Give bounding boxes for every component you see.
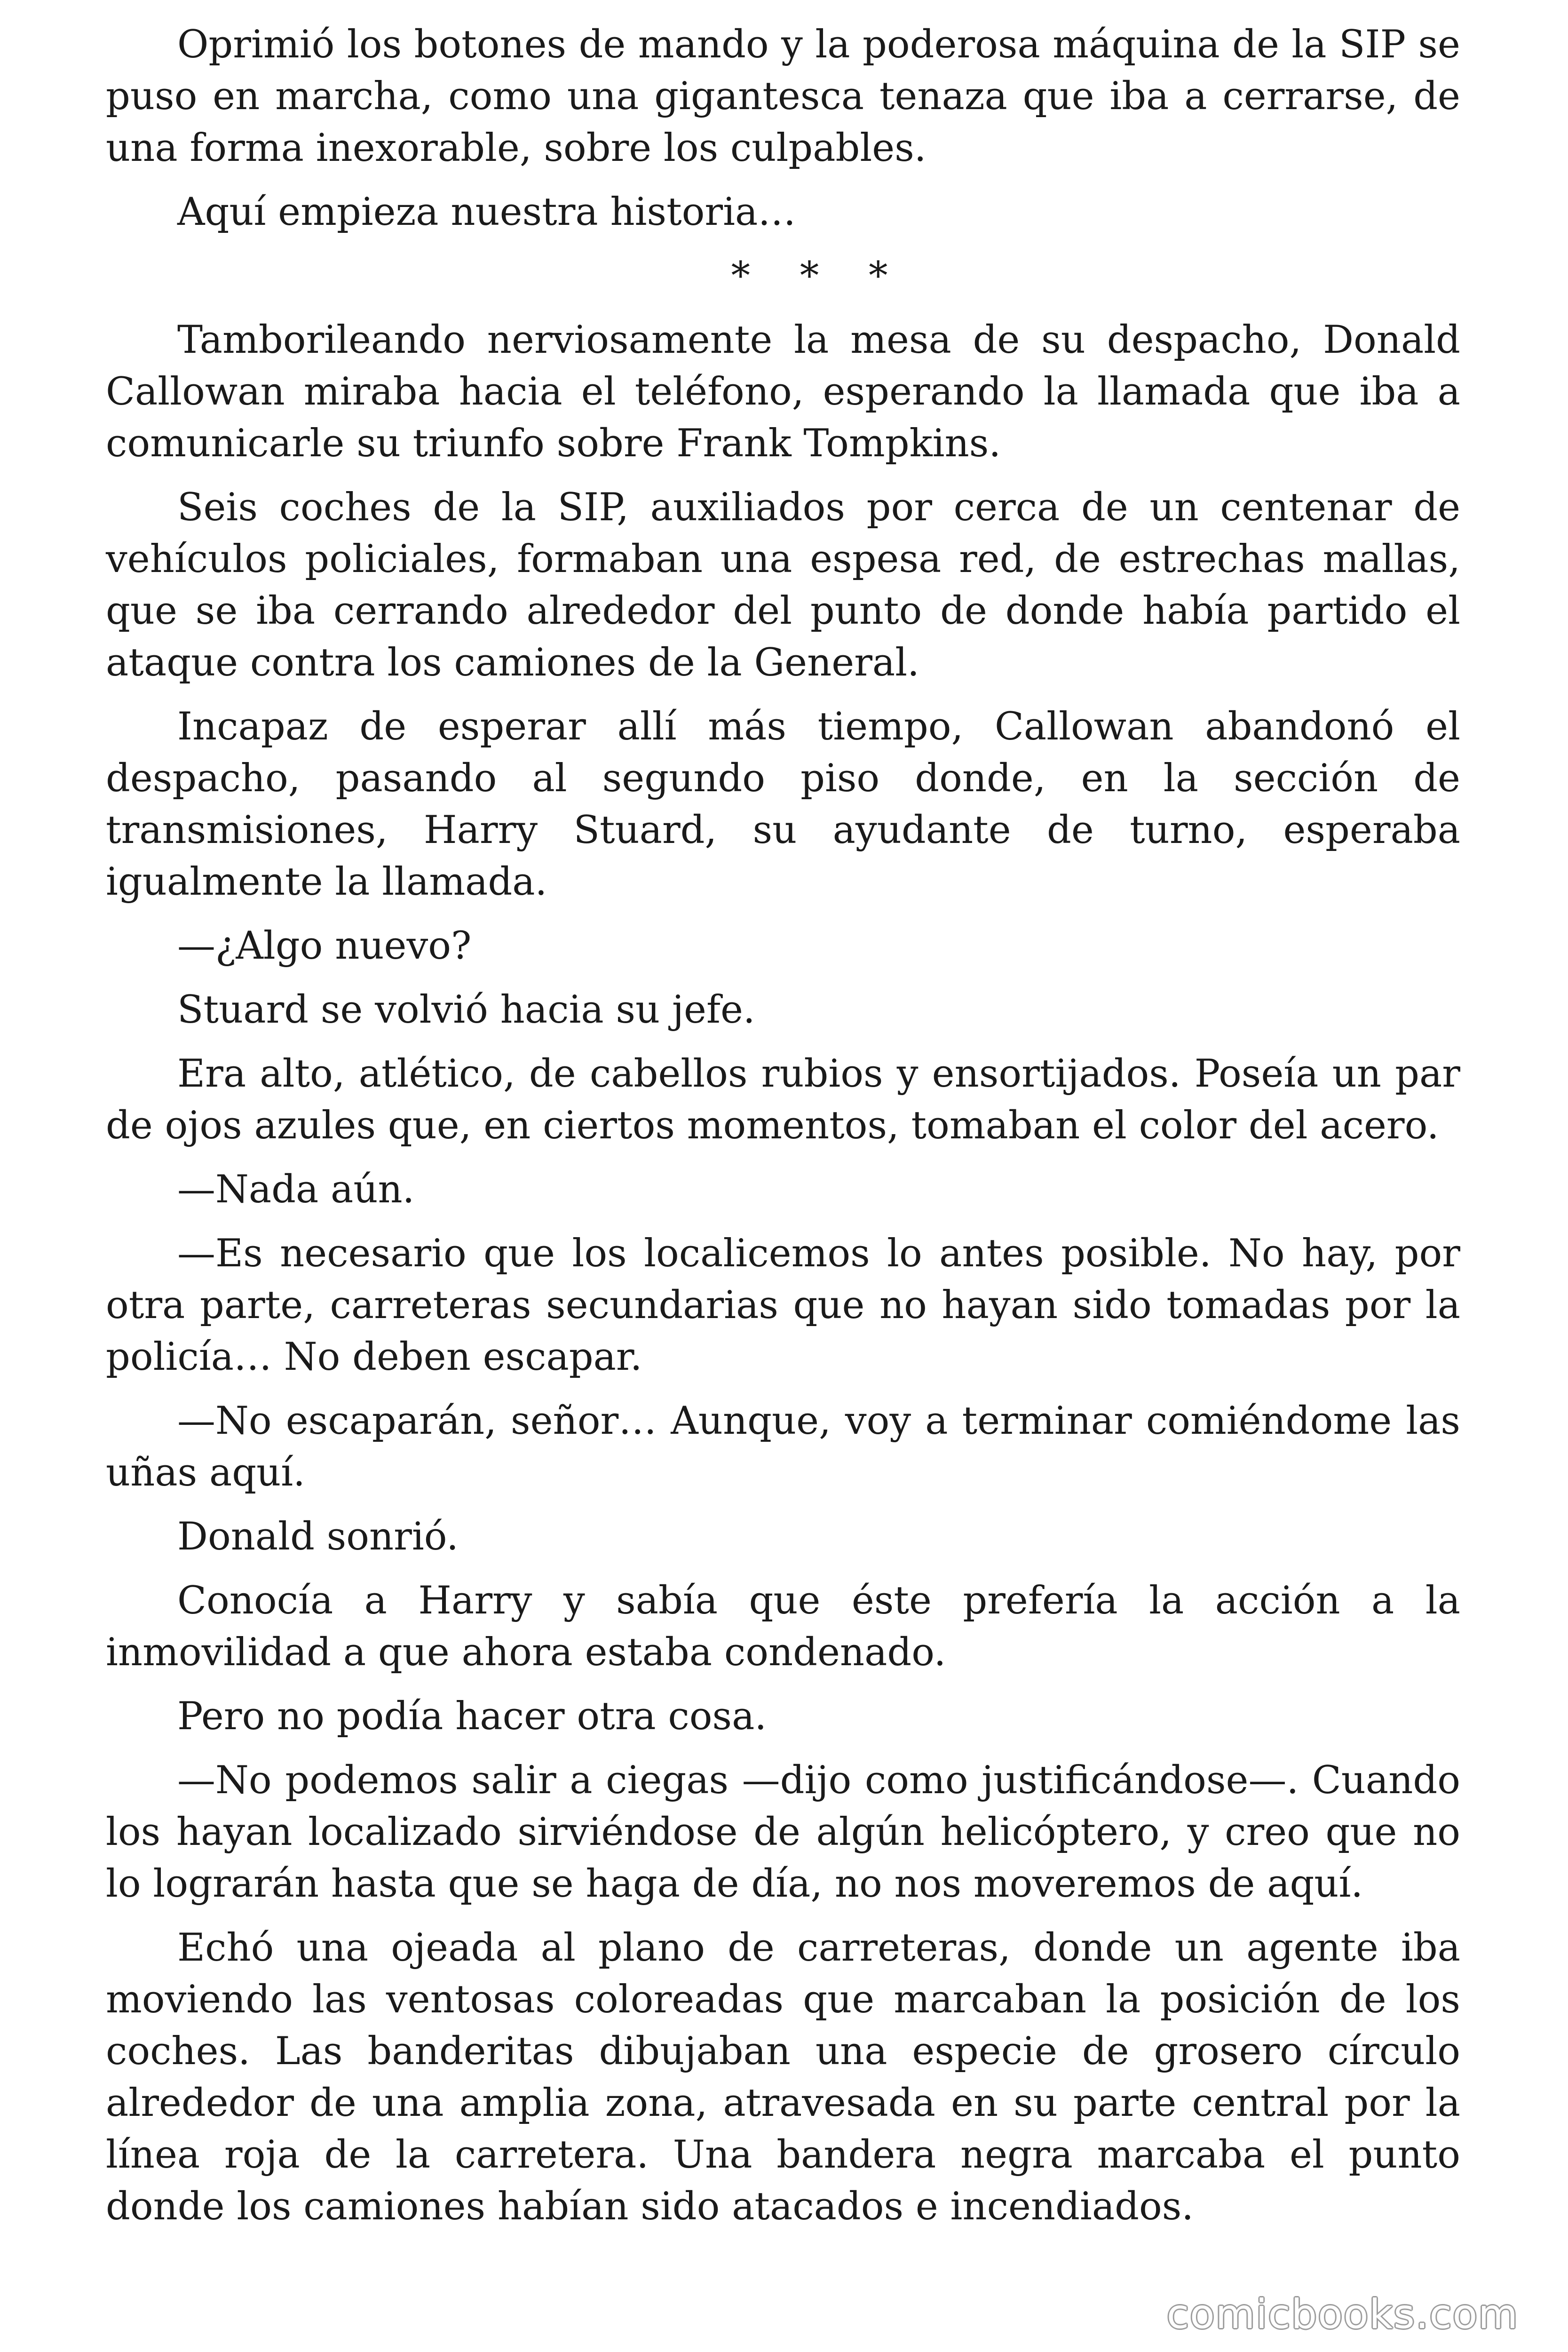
paragraph: Pero no podía hacer otra cosa. [177, 1694, 767, 1739]
paragraph: Stuard se volvió hacia su jefe. [177, 988, 755, 1032]
paragraph: Echó una ojeada al plano de carreteras, donde un agente iba moviendo las ventosas coloreadas que marcaban la posición de los coches. Las banderitas dibujaban una especie de grosero círculo alrededor de una amplia zona, atravesada en su parte central por la línea roja de la carretera. Una bandera negra marcaba el punto donde los camiones habían sido atacados e incendiados. [106, 1926, 1460, 2229]
dialogue-line: —No podemos salir a ciegas —dijo como justificándose—. Cuando los hayan localizado sirviéndose de algún helicóptero, y creo que no lo lograrán hasta que se haga de día, no nos moveremos de aquí. [106, 1758, 1460, 1906]
dialogue-line: —No escaparán, señor… Aunque, voy a terminar comiéndome las uñas aquí. [106, 1399, 1460, 1495]
paragraph: Oprimió los botones de mando y la poderosa máquina de la SIP se puso en marcha, como una gigantesca tenaza que iba a cerrarse, de una forma inexorable, sobre los culpables. [106, 23, 1460, 170]
paragraph: Era alto, atlético, de cabellos rubios y ensortijados. Poseía un par de ojos azules que, en ciertos momentos, tomaban el color del acero. [106, 1052, 1460, 1148]
paragraph: Seis coches de la SIP, auxiliados por cerca de un centenar de vehículos policiales, formaban una espesa red, de estrechas mallas, que se iba cerrando alrededor del punto de donde había partido el ataque contra los camiones de la General. [106, 485, 1460, 685]
paragraph: Donald sonrió. [177, 1515, 459, 1559]
scene-separator: * * * [731, 254, 907, 298]
dialogue-line: —¿Algo nuevo? [177, 924, 472, 968]
watermark: comicbooks.com [1166, 2291, 1519, 2338]
paragraph: Aquí empieza nuestra historia… [177, 190, 796, 234]
book-page [106, 19, 1460, 2245]
dialogue-line: —Es necesario que los localicemos lo antes posible. No hay, por otra parte, carreteras secundarias que no hayan sido tomadas por la policía… No deben escapar. [106, 1232, 1460, 1379]
paragraph: Conocía a Harry y sabía que éste prefería la acción a la inmovilidad a que ahora estaba condenado. [106, 1579, 1460, 1675]
paragraph: Incapaz de esperar allí más tiempo, Callowan abandonó el despacho, pasando al segundo piso donde, en la sección de transmisiones, Harry Stuard, su ayudante de turno, esperaba igualmente la llamada. [106, 705, 1460, 904]
dialogue-line: —Nada aún. [177, 1168, 415, 1212]
paragraph: Tamborileando nerviosamente la mesa de su despacho, Donald Callowan miraba hacia el teléfono, esperando la llamada que iba a comunicarle su triunfo sobre Frank Tompkins. [106, 318, 1460, 466]
